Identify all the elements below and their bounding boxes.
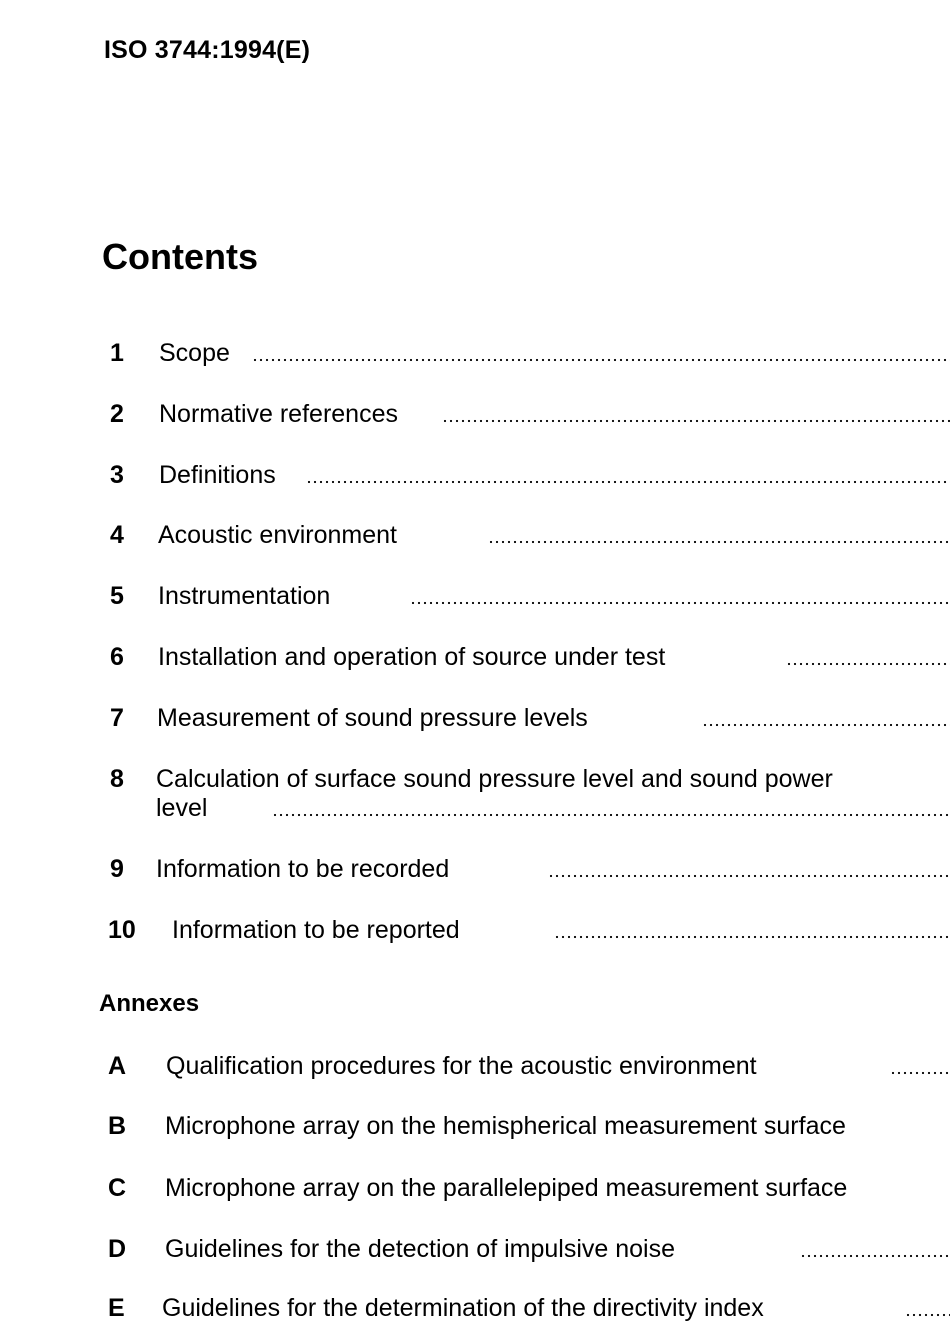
toc-number: 4 (110, 521, 124, 549)
annex-title: Microphone array on the hemispherical measurement surface (165, 1112, 846, 1140)
toc-title: Definitions (159, 461, 276, 489)
toc-leader-dots (905, 1313, 950, 1317)
toc-leader-dots (890, 1071, 950, 1075)
annex-title: Guidelines for the determination of the directivity index (162, 1294, 764, 1322)
toc-title-continuation: level (156, 794, 208, 822)
toc-leader-dots (306, 480, 950, 484)
toc-leader-dots (272, 813, 950, 817)
annexes-heading: Annexes (99, 990, 200, 1017)
toc-number: 1 (110, 339, 124, 367)
annex-title: Qualification procedures for the acoustic environment (166, 1052, 757, 1080)
annex-letter: B (108, 1112, 127, 1140)
toc-title: Information to be reported (172, 916, 460, 944)
toc-title: Normative references (159, 400, 398, 428)
toc-leader-dots (252, 358, 950, 362)
toc-leader-dots (548, 874, 950, 878)
annex-letter: D (108, 1235, 127, 1263)
toc-leader-dots (442, 419, 950, 423)
toc-title: Scope (159, 339, 230, 367)
toc-leader-dots (800, 1254, 950, 1258)
toc-entry-8 (0, 765, 950, 825)
toc-title: Calculation of surface sound pressure level and sound power (156, 765, 833, 793)
toc-leader-dots (554, 935, 950, 939)
toc-number: 6 (110, 643, 124, 671)
toc-title: Acoustic environment (158, 521, 398, 549)
contents-title: Contents (102, 236, 258, 277)
toc-number: 5 (110, 582, 124, 610)
toc-title: Measurement of sound pressure levels (157, 704, 588, 732)
toc-leader-dots (410, 601, 950, 605)
annex-letter: E (108, 1294, 125, 1322)
toc-title: Installation and operation of source under test (158, 643, 666, 671)
toc-number: 8 (110, 765, 124, 793)
toc-number: 7 (110, 704, 124, 732)
toc-leader-dots (488, 540, 950, 544)
annex-title: Guidelines for the detection of impulsive noise (165, 1235, 676, 1263)
toc-leader-dots (702, 723, 950, 727)
document-code: ISO 3744:1994(E) (104, 36, 311, 64)
toc-title: Information to be recorded (156, 855, 450, 883)
annex-letter: A (108, 1052, 127, 1080)
toc-leader-dots (786, 662, 950, 666)
toc-title: Instrumentation (158, 582, 331, 610)
toc-number: 3 (110, 461, 124, 489)
annex-letter: C (108, 1174, 127, 1202)
toc-number: 10 (108, 916, 136, 944)
annex-title: Microphone array on the parallelepiped measurement surface (165, 1174, 848, 1202)
toc-number: 9 (110, 855, 124, 883)
toc-number: 2 (110, 400, 124, 428)
